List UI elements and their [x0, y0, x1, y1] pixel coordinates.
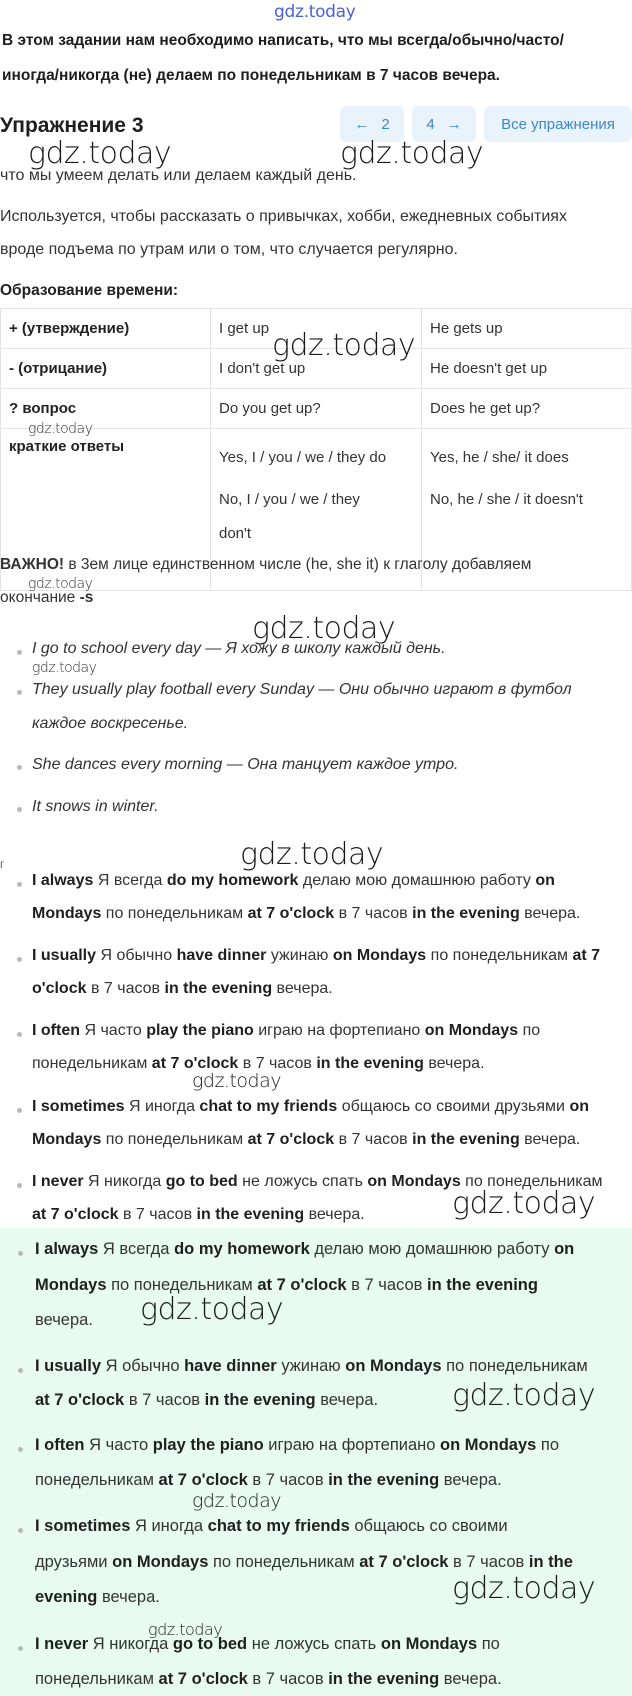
- bullet-dot: [17, 882, 22, 887]
- answer-sometimes-line-2: Mondays по понедельникам at 7 o'clock в 7 часов in the evening вечера.: [32, 1131, 581, 1148]
- watermark: gdz.today: [32, 660, 97, 676]
- answer-often-line-1: I often Я часто play the piano играю на фортепиано on Mondays по: [32, 1022, 541, 1039]
- all-exercises-label: Все упражнения: [501, 115, 615, 133]
- bullet-dot: [17, 1108, 22, 1113]
- green-always-line-3: вечера.: [35, 1311, 93, 1329]
- formation-title: Образование времени:: [0, 282, 179, 299]
- corner-mark: г: [0, 857, 5, 871]
- watermark: gdz.today: [140, 1292, 284, 1327]
- bullet-dot: [17, 650, 22, 655]
- watermark: gdz.today: [148, 1620, 223, 1639]
- exercise-title: Упражнение 3: [0, 114, 144, 137]
- row-label-negative: - (отрицание): [9, 360, 108, 377]
- short-answer-third-no: No, he / she / it doesn't: [430, 491, 583, 508]
- task-line-2: иногда/никогда (не) делаем по понедельникам в 7 часов вечера.: [2, 67, 500, 84]
- example-4: It snows in winter.: [32, 798, 159, 815]
- cell-third-person: He gets up: [430, 320, 503, 337]
- important-line-1: ВАЖНО! в 3ем лице единственном числе (he, she it) к глаголу добавляем: [0, 556, 532, 573]
- bullet-dot: [17, 765, 22, 770]
- watermark: gdz.today: [272, 328, 416, 363]
- bullet-dot: [18, 1447, 23, 1452]
- bullet-dot: [17, 807, 22, 812]
- green-never-line-2: понедельникам at 7 o'clock в 7 часов in the evening вечера.: [35, 1670, 502, 1688]
- cell-first-person: Do you get up?: [219, 400, 321, 417]
- bullet-dot: [17, 690, 22, 695]
- green-sometimes-line-1: I sometimes Я иногда chat to my friends общаюсь со своими: [35, 1517, 508, 1535]
- green-always-line-2: Mondays по понедельникам at 7 o'clock в 7 часов in the evening: [35, 1276, 538, 1294]
- site-logo[interactable]: gdz.today: [274, 2, 356, 22]
- watermark: gdz.today: [452, 1378, 596, 1413]
- short-answer-third-yes: Yes, he / she/ it does: [430, 449, 569, 466]
- intro-line-2: Используется, чтобы рассказать о привычках, хобби, ежедневных событиях: [0, 208, 567, 225]
- watermark: gdz.today: [452, 1571, 596, 1606]
- watermark: gdz.today: [28, 136, 172, 171]
- bullet-dot: [18, 1528, 23, 1533]
- important-line-2: окончание -s: [0, 589, 94, 606]
- answer-never-line-2: at 7 o'clock в 7 часов in the evening вечера.: [32, 1206, 365, 1223]
- important-label: ВАЖНО!: [0, 556, 65, 573]
- bullet-dot: [18, 1251, 23, 1256]
- green-usually-line-1: I usually Я обычно have dinner ужинаю on Mondays по понедельникам: [35, 1357, 588, 1375]
- answer-block-highlighted: [0, 1228, 632, 1696]
- prev-exercise-number: 2: [381, 115, 390, 133]
- watermark: gdz.today: [28, 576, 93, 592]
- task-line-1: В этом задании нам необходимо написать, что мы всегда/обычно/часто/: [2, 32, 564, 49]
- cell-third-person: He doesn't get up: [430, 360, 548, 377]
- answer-usually-line-2: o'clock в 7 часов in the evening вечера.: [32, 980, 333, 997]
- answer-always-line-2: Mondays по понедельникам at 7 o'clock в 7 часов in the evening вечера.: [32, 905, 581, 922]
- example-2-cont: каждое воскресенье.: [32, 715, 189, 732]
- green-sometimes-line-2: друзьями on Mondays по понедельникам at 7 o'clock в 7 часов in the: [35, 1553, 573, 1571]
- example-3: She dances every morning — Она танцует каждое утро.: [32, 756, 459, 773]
- watermark: gdz.today: [28, 421, 93, 437]
- green-sometimes-line-3: evening вечера.: [35, 1588, 160, 1606]
- watermark: gdz.today: [340, 136, 484, 171]
- short-answer-yes: Yes, I / you / we / they do: [219, 449, 387, 466]
- intro-line-1: что мы умеем делать или делаем каждый день.: [0, 167, 357, 184]
- watermark: gdz.today: [452, 1186, 596, 1221]
- intro-line-3: вроде подъема по утрам или о том, что случается регулярно.: [0, 241, 458, 258]
- bullet-dot: [18, 1646, 23, 1651]
- watermark: gdz.today: [192, 1070, 281, 1092]
- cell-first-person: I don't get up: [219, 360, 306, 377]
- watermark: gdz.today: [252, 611, 396, 646]
- green-usually-line-2: at 7 o'clock в 7 часов in the evening вечера.: [35, 1391, 379, 1409]
- answer-always-line-1: I always Я всегда do my homework делаю мою домашнюю работу on: [32, 872, 555, 889]
- example-1: I go to school every day — Я хожу в школу каждый день.: [32, 640, 446, 657]
- watermark: gdz.today: [240, 837, 384, 872]
- all-exercises-button[interactable]: [484, 106, 632, 142]
- bullet-dot: [17, 1032, 22, 1037]
- answer-sometimes-line-1: I sometimes Я иногда chat to my friends общаюсь со своими друзьями on: [32, 1098, 589, 1115]
- row-label-affirmative: + (утверждение): [9, 320, 130, 337]
- example-2: They usually play football every Sunday — Они обычно играют в футбол: [32, 681, 572, 698]
- green-often-line-1: I often Я часто play the piano играю на фортепиано on Mondays по: [35, 1436, 560, 1454]
- green-never-line-1: I never Я никогда go to bed не ложусь спать on Mondays по: [35, 1635, 500, 1653]
- bullet-dot: [18, 1368, 23, 1373]
- watermark: gdz.today: [192, 1490, 281, 1512]
- arrow-right-icon: →: [446, 115, 462, 133]
- cell-third-person: Does he get up?: [430, 400, 541, 417]
- green-always-line-1: I always Я всегда do my homework делаю мою домашнюю работу on: [35, 1240, 575, 1258]
- green-often-line-2: понедельникам at 7 o'clock в 7 часов in the evening вечера.: [35, 1471, 502, 1489]
- answer-often-line-2: понедельникам at 7 o'clock в 7 часов in the evening вечера.: [32, 1055, 485, 1072]
- answer-never-line-1: I never Я никогда go to bed не ложусь спать on Mondays по понедельникам: [32, 1173, 603, 1190]
- bullet-dot: [17, 957, 22, 962]
- ending-s: -s: [79, 589, 94, 606]
- bullet-dot: [17, 1183, 22, 1188]
- row-label-short-answers: краткие ответы: [9, 438, 125, 455]
- table-row: [1, 389, 632, 429]
- cell-first-person: I get up: [219, 320, 270, 337]
- short-answer-no-cont: don't: [219, 525, 252, 542]
- row-label-question: ? вопрос: [9, 400, 77, 417]
- answer-usually-line-1: I usually Я обычно have dinner ужинаю on Mondays по понедельникам at 7: [32, 947, 601, 964]
- short-answer-no: No, I / you / we / they: [219, 491, 360, 508]
- next-exercise-number: 4: [426, 115, 435, 133]
- arrow-left-icon: ←: [354, 115, 370, 133]
